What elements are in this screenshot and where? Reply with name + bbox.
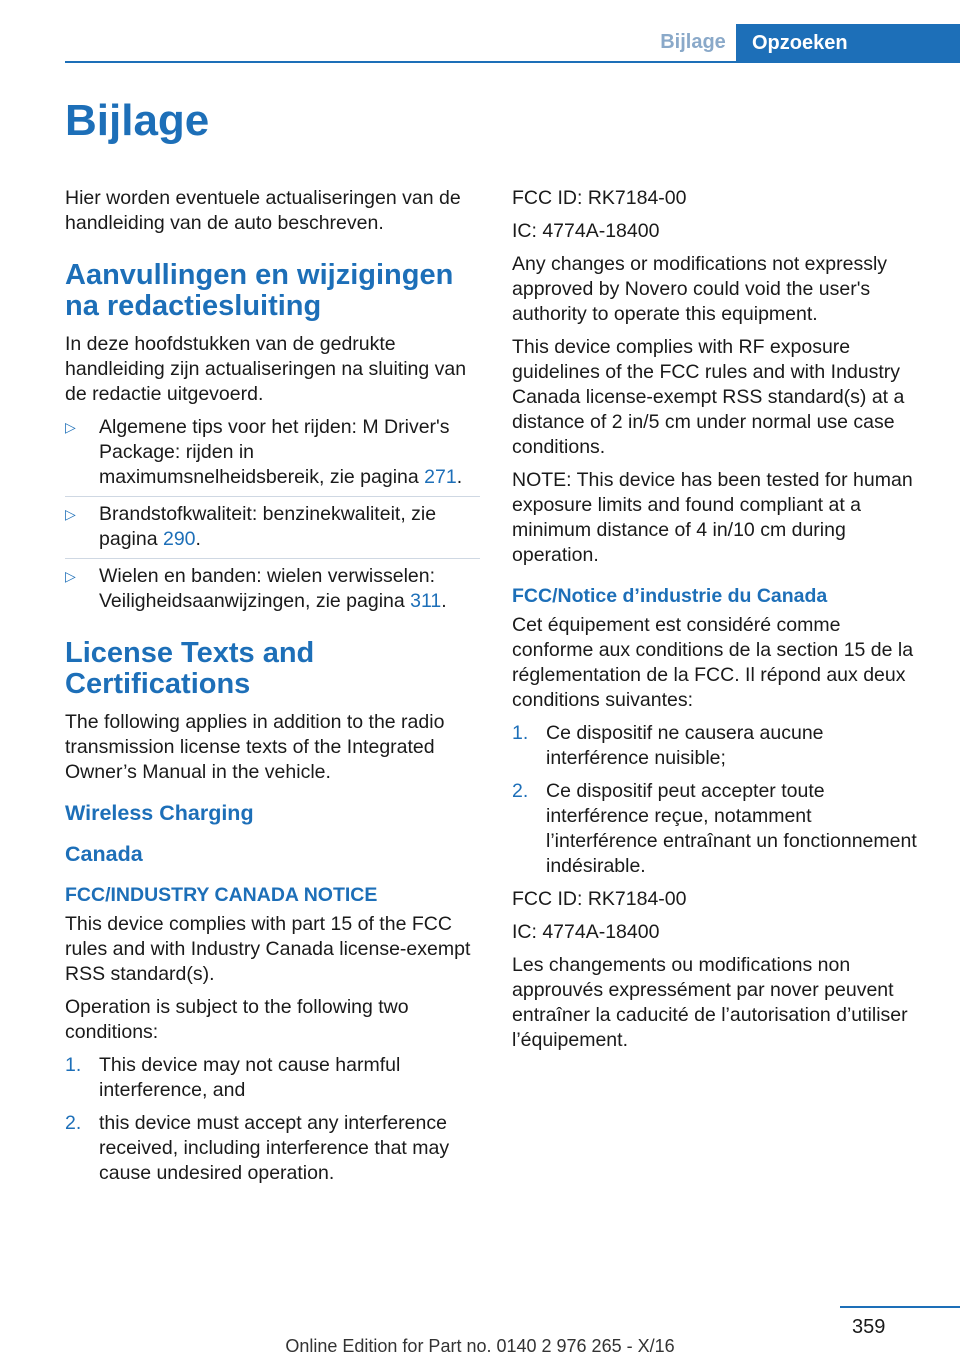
fr-changes-warning: Les changements ou modifications non approuvés expressément par nover peuvent entraîner la caducité de l’autorisation d’utiliser l’équipement. — [512, 954, 908, 1051]
list-item — [65, 496, 480, 552]
right-column — [512, 186, 924, 1061]
list-item-text: this device must accept any interference received, including interference that may cause undesired operation. — [99, 1112, 450, 1184]
heading-canada: Canada — [65, 842, 143, 866]
list-item-end: . — [441, 590, 447, 612]
page-link[interactable]: 271 — [424, 466, 457, 488]
intro-text: Hier worden eventuele actualiseringen van de handleiding van de auto beschreven. — [65, 187, 461, 234]
conditions-list — [65, 1053, 480, 1186]
fr-intro: Cet équipement est considéré comme conforme aux conditions de la section 15 de la réglementation de la FCC. Il répond aux deux conditions suivantes: — [512, 614, 914, 711]
ic-number: IC: 4774A-18400 — [512, 220, 660, 242]
list-item — [512, 779, 924, 879]
list-item-text: Ce dispositif ne causera aucune interférence nuisible; — [546, 722, 824, 769]
fcc-paragraph-2: Operation is subject to the following two conditions: — [65, 996, 409, 1043]
heading-license: License Texts and Certifications — [65, 637, 315, 700]
page-number: 359 — [852, 1316, 886, 1338]
heading-fcc-notice-fr: FCC/Notice d’industrie du Canada — [512, 585, 828, 607]
tab-bijlage[interactable]: Bijlage — [660, 31, 726, 53]
page-link[interactable]: 311 — [410, 590, 442, 612]
triangle-bullet-icon: ▷ — [65, 419, 76, 435]
license-intro: The following applies in addition to the radio transmission license texts of the Integrated Owner’s Manual in the vehicle. — [65, 711, 445, 783]
page-title: Bijlage — [65, 96, 210, 145]
footer-edition: Online Edition for Part no. 0140 2 976 265 - X/16 — [285, 1336, 675, 1356]
fr-conditions-list — [512, 721, 924, 879]
tab-opzoeken[interactable]: Opzoeken — [736, 24, 960, 62]
fcc-paragraph-1: This device complies with part 15 of the FCC rules and with Industry Canada license-exempt RSS standard(s). — [65, 913, 471, 985]
list-item — [65, 1111, 480, 1186]
left-column — [65, 186, 480, 1194]
list-item-end: . — [195, 528, 201, 550]
triangle-bullet-icon: ▷ — [65, 568, 76, 584]
list-item-end: . — [456, 466, 463, 488]
updates-list — [65, 415, 480, 614]
fcc-id: FCC ID: RK7184-00 — [512, 187, 687, 209]
list-number: 1. — [512, 722, 529, 744]
heading-wireless: Wireless Charging — [65, 801, 254, 825]
rf-exposure: This device complies with RF exposure guidelines of the FCC rules and with Industry Canada license-exempt RSS standard(s) at a distance of 2 in/5 cm under normal use case conditions. — [512, 336, 905, 458]
note-text: NOTE: This device has been tested for human exposure limits and found compliant at a minimum distance of 4 in/10 cm during operation. — [512, 469, 913, 566]
list-item — [65, 1053, 480, 1103]
fcc-id-2: FCC ID: RK7184-00 — [512, 888, 687, 910]
updates-intro: In deze hoofdstukken van de gedrukte handleiding zijn actualiseringen na sluiting van de redactie uitgevoerd. — [65, 333, 467, 405]
list-item-text: Ce dispositif peut accepter toute interférence reçue, notamment l’interférence entraînant un fonctionnement indésirable. — [546, 780, 917, 877]
heading-fcc-notice: FCC/INDUSTRY CANADA NOTICE — [65, 884, 378, 906]
page-link[interactable]: 290 — [162, 528, 196, 550]
ic-number-2: IC: 4774A-18400 — [512, 921, 660, 943]
list-item — [512, 721, 924, 771]
heading-updates: Aanvullingen en wijzigingen na redactiesluiting — [65, 259, 454, 322]
list-item-text: Wielen en banden: wielen verwisselen: Veiligheidsaanwijzingen, zie pagina — [99, 565, 436, 612]
list-item-text: Algemene tips voor het rijden: M Driver's Package: rijden in maximumsnelheidsbereik, zie pagina — [99, 416, 450, 488]
list-item-text: This device may not cause harmful interference, and — [99, 1054, 401, 1101]
list-number: 2. — [65, 1112, 82, 1134]
header-rule — [65, 61, 960, 63]
list-number: 1. — [65, 1054, 82, 1076]
list-item — [65, 415, 480, 490]
footer-rule — [840, 1306, 960, 1308]
list-number: 2. — [512, 780, 529, 802]
list-item — [65, 558, 480, 614]
triangle-bullet-icon: ▷ — [65, 506, 76, 522]
changes-warning: Any changes or modifications not expressly approved by Novero could void the user's authority to operate this equipment. — [512, 253, 888, 325]
list-item-text: Brandstofkwaliteit: benzinekwaliteit, zie pagina — [99, 503, 437, 550]
